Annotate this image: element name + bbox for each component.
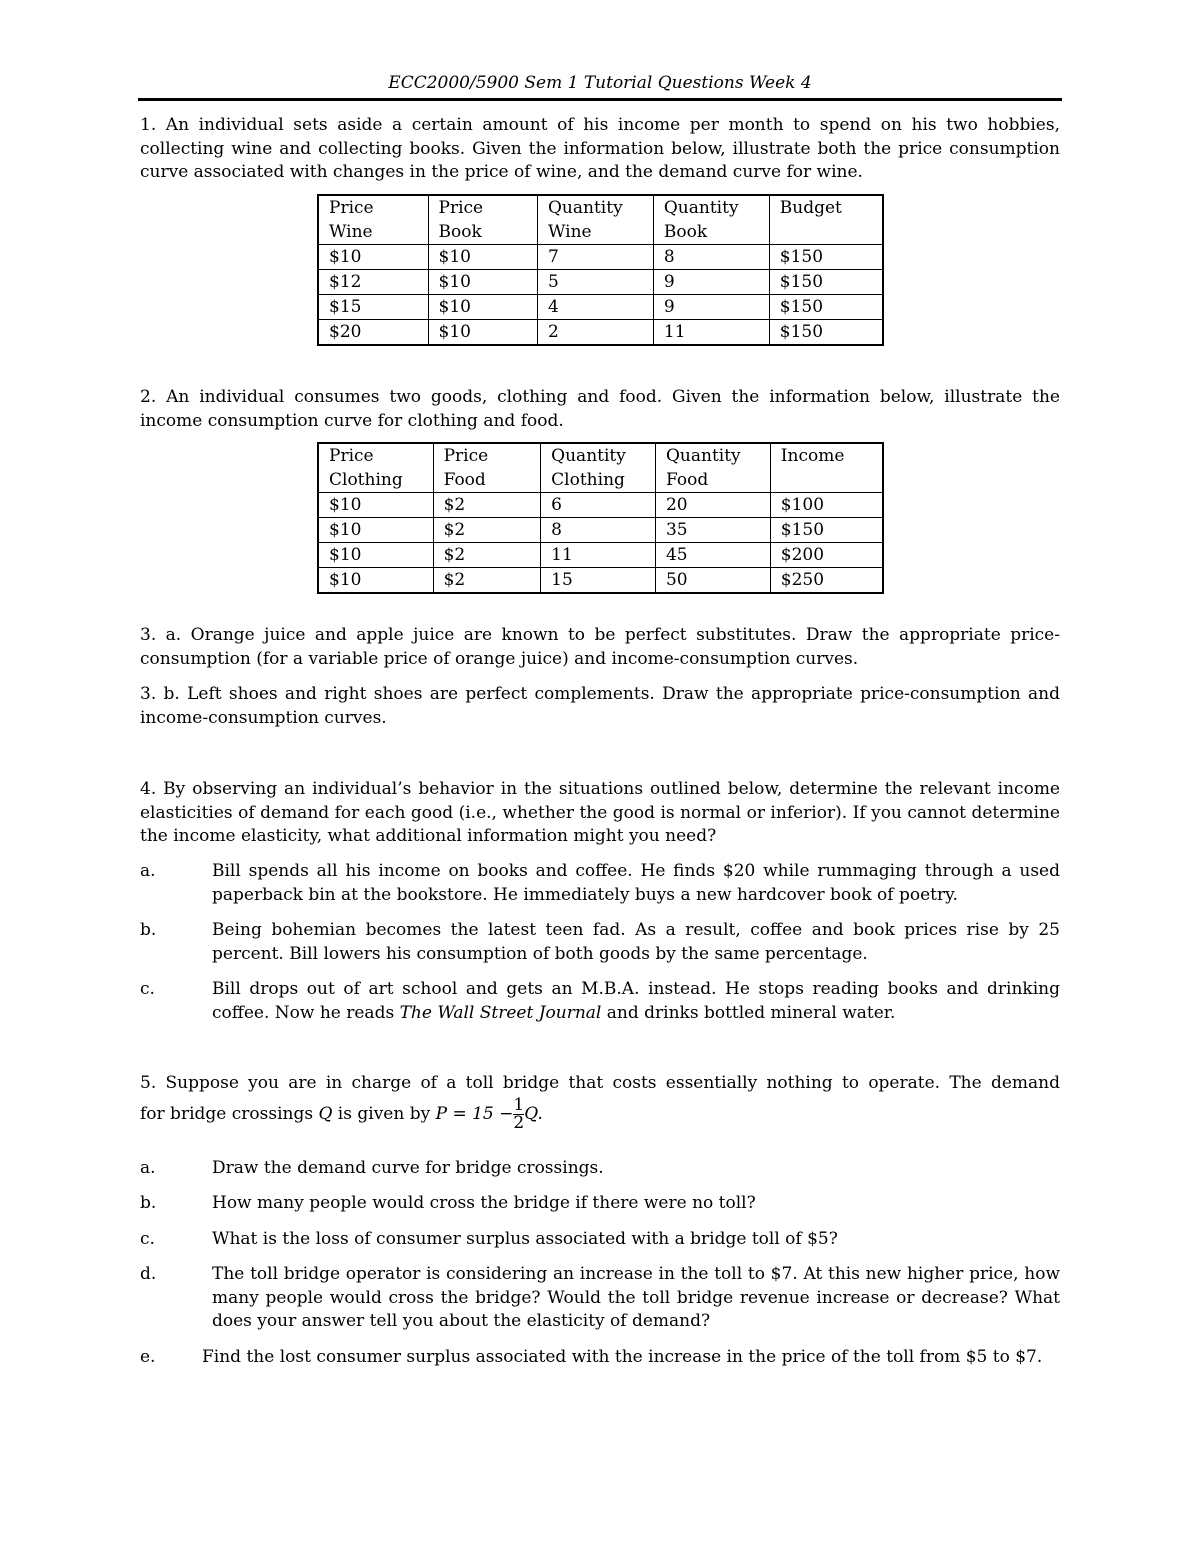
wine-book-table xyxy=(317,194,884,346)
table-row xyxy=(318,320,883,346)
column-header: Quantity Wine xyxy=(538,195,654,245)
item-text: Being bohemian becomes the latest teen fad. As a result, coffee and book prices rise by 25 percent. Bill lowers his consumption of both goods by the same percentage. xyxy=(212,920,1060,964)
table-cell: $10 xyxy=(318,518,433,543)
table-cell: 7 xyxy=(538,245,654,270)
item-label: a. xyxy=(140,1158,156,1178)
column-header: Budget xyxy=(769,195,883,245)
table-row xyxy=(318,543,883,568)
column-header: Quantity Food xyxy=(655,443,770,493)
column-header: Quantity Clothing xyxy=(541,443,656,493)
table-cell: $12 xyxy=(318,270,428,295)
question-4c xyxy=(140,978,1060,1025)
demand-equation: P = 15 − $\frac{1}{2}$ Q. xyxy=(435,1095,543,1133)
question-3a-text: 3. a. Orange juice and apple juice are known to be perfect substitutes. Draw the appropriate price-consumption (for a variable price of orange juice) and income-consumption curves. xyxy=(140,625,1060,669)
column-header: Price Wine xyxy=(318,195,428,245)
item-label: b. xyxy=(140,1193,157,1213)
question-2-text: 2. An individual consumes two goods, clothing and food. Given the information below, illustrate the income consumption curve for clothing and food. xyxy=(140,387,1060,431)
table-cell: $2 xyxy=(433,518,541,543)
item-label: c. xyxy=(140,1229,155,1249)
clothing-food-table xyxy=(317,442,884,594)
table-cell: 50 xyxy=(655,568,770,594)
question-5c xyxy=(140,1228,1060,1252)
table-cell: $2 xyxy=(433,493,541,518)
table-cell: $2 xyxy=(433,543,541,568)
table-cell: $10 xyxy=(318,245,428,270)
item-text: Bill drops out of art school and gets an M.B.A. instead. He stops reading books and drinking coffee. Now he reads The Wall Street Journal and drinks bottled mineral water. xyxy=(212,979,1060,1023)
table-cell: $20 xyxy=(318,320,428,346)
table-cell: $10 xyxy=(318,493,433,518)
table-cell: 8 xyxy=(653,245,769,270)
table-cell: 9 xyxy=(653,270,769,295)
table-cell: 20 xyxy=(655,493,770,518)
item-label: d. xyxy=(140,1264,157,1284)
question-4-text: 4. By observing an individual’s behavior in the situations outlined below, determine the relevant income elasticities of demand for each good (i.e., whether the good is normal or inferior). If you cannot determine the income elasticity, what additional information might you need? xyxy=(140,779,1060,846)
table-cell: $150 xyxy=(769,270,883,295)
table-cell: $150 xyxy=(769,245,883,270)
journal-title: The Wall Street Journal xyxy=(399,1002,602,1023)
question-4b xyxy=(140,919,1060,966)
table-cell: $10 xyxy=(318,568,433,594)
question-5-line-2: for bridge crossings Q is given by P = 15 − $\frac{1}{2}$ Q. xyxy=(140,1095,543,1133)
table-cell: 8 xyxy=(541,518,656,543)
table-cell: $10 xyxy=(428,320,538,346)
item-text: Draw the demand curve for bridge crossings. xyxy=(212,1158,604,1178)
table-row xyxy=(318,245,883,270)
table-cell: $250 xyxy=(770,568,883,594)
table-cell: 5 xyxy=(538,270,654,295)
column-header: Quantity Book xyxy=(653,195,769,245)
item-label: a. xyxy=(140,861,156,881)
table-row xyxy=(318,295,883,320)
table-cell: $10 xyxy=(428,270,538,295)
question-5b xyxy=(140,1192,1060,1216)
question-1-text: 1. An individual sets aside a certain amount of his income per month to spend on his two hobbies, collecting wine and collecting books. Given the information below, illustrate both the price consumption curve associated with changes in the price of wine, and the demand curve for wine. xyxy=(140,115,1060,182)
table-cell: $15 xyxy=(318,295,428,320)
question-5e xyxy=(140,1346,1060,1370)
table-cell: 4 xyxy=(538,295,654,320)
fraction: $\frac{1}{2}$ xyxy=(513,1095,525,1133)
table-cell: $150 xyxy=(769,295,883,320)
column-header: Income xyxy=(770,443,883,493)
table-cell: $150 xyxy=(770,518,883,543)
table-row xyxy=(318,568,883,594)
item-label: c. xyxy=(140,979,155,999)
column-header: Price Clothing xyxy=(318,443,433,493)
item-text: Find the lost consumer surplus associated with the increase in the price of the toll from $5 to $7. xyxy=(202,1347,1043,1367)
question-5a xyxy=(140,1157,1060,1181)
table-row xyxy=(318,270,883,295)
column-header: Price Food xyxy=(433,443,541,493)
table-cell: 2 xyxy=(538,320,654,346)
table-cell: $2 xyxy=(433,568,541,594)
table-header-row xyxy=(318,443,883,493)
question-3b-text: 3. b. Left shoes and right shoes are perfect complements. Draw the appropriate price-consumption and income-consumption curves. xyxy=(140,684,1060,728)
table-cell: $200 xyxy=(770,543,883,568)
item-label: e. xyxy=(140,1347,156,1367)
table-header-row xyxy=(318,195,883,245)
table-cell: 45 xyxy=(655,543,770,568)
table-row xyxy=(318,493,883,518)
item-text: The toll bridge operator is considering an increase in the toll to $7. At this new higher price, how many people would cross the bridge? Would the toll bridge revenue increase or decrease? What does your answer tell you about the elasticity of demand? xyxy=(212,1264,1060,1331)
table-cell: 9 xyxy=(653,295,769,320)
item-label: b. xyxy=(140,920,157,940)
table-cell: 11 xyxy=(541,543,656,568)
table-cell: 6 xyxy=(541,493,656,518)
table-cell: $150 xyxy=(769,320,883,346)
table-row xyxy=(318,518,883,543)
table-cell: $10 xyxy=(428,295,538,320)
page-header: ECC2000/5900 Sem 1 Tutorial Questions Week 4 xyxy=(138,72,1062,101)
table-cell: 11 xyxy=(653,320,769,346)
table-cell: 15 xyxy=(541,568,656,594)
question-5-line-1: 5. Suppose you are in charge of a toll bridge that costs essentially nothing to operate. The demand xyxy=(140,1073,1060,1093)
item-text: How many people would cross the bridge if there were no toll? xyxy=(212,1193,756,1213)
table-cell: $10 xyxy=(318,543,433,568)
item-text: Bill spends all his income on books and coffee. He finds $20 while rummaging through a used paperback bin at the bookstore. He immediately buys a new hardcover book of poetry. xyxy=(212,861,1060,905)
table-cell: 35 xyxy=(655,518,770,543)
table-cell: $100 xyxy=(770,493,883,518)
column-header: Price Book xyxy=(428,195,538,245)
item-text: What is the loss of consumer surplus associated with a bridge toll of $5? xyxy=(212,1229,838,1249)
question-5d xyxy=(140,1263,1060,1334)
table-cell: $10 xyxy=(428,245,538,270)
question-4a xyxy=(140,860,1060,907)
